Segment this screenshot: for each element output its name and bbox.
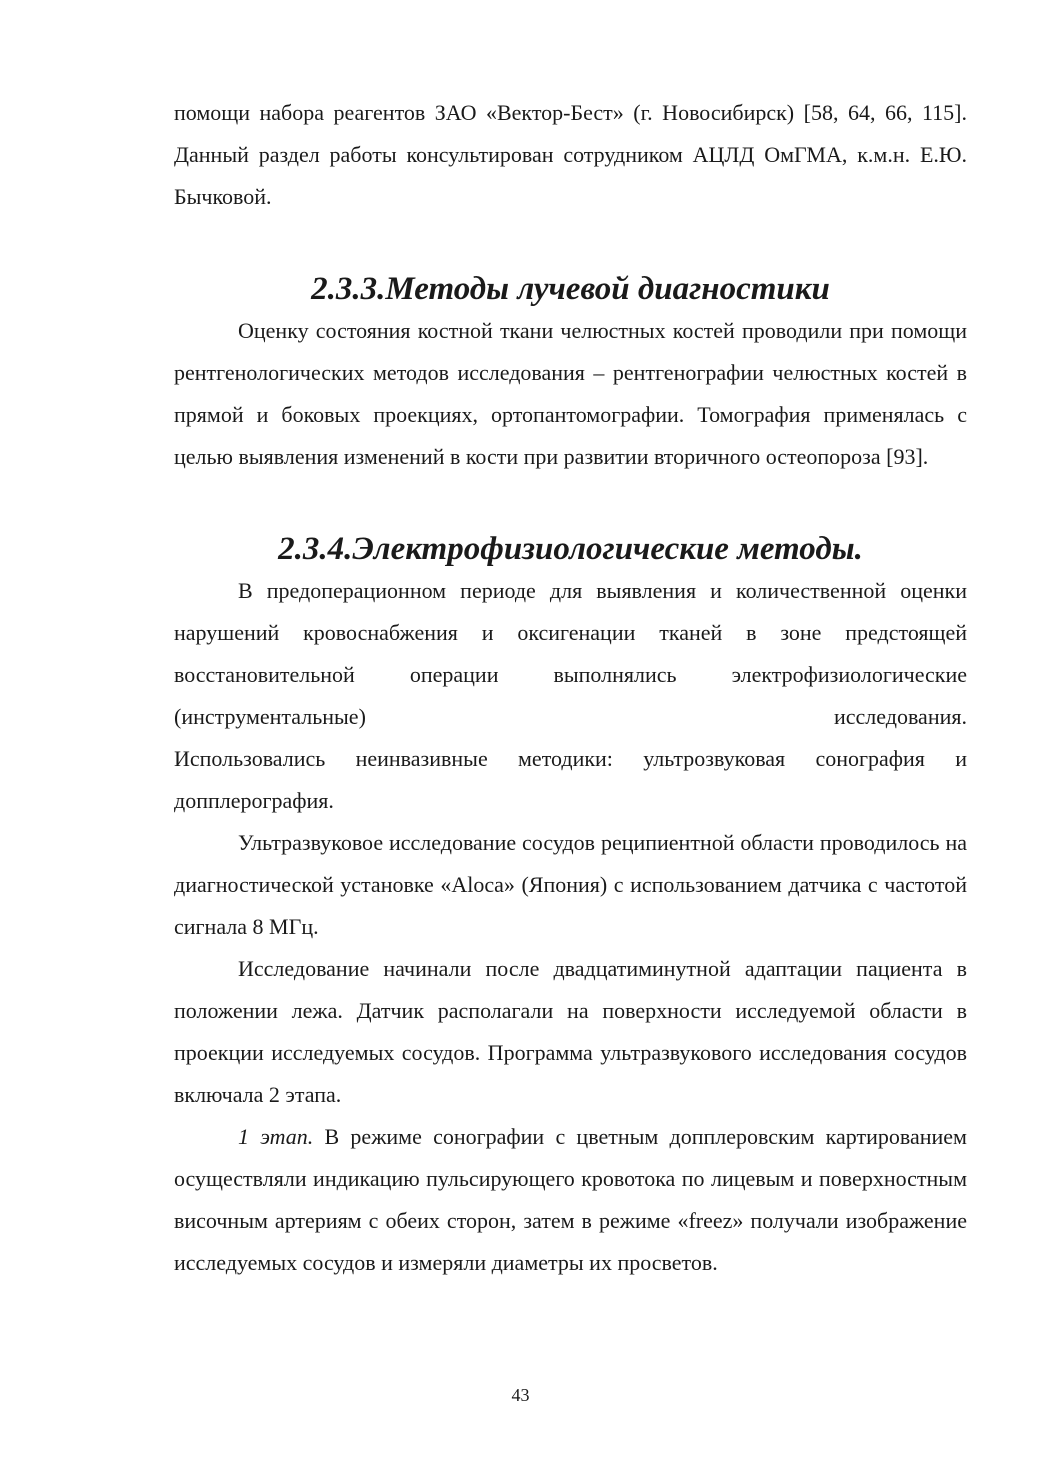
paragraph-radiology-methods: Оценку состояния костной ткани челюстных костей проводили при помощи рентгенологических методов исследования – рентгенографии челюстных костей в прямой и боковых проекциях, ортопантомографии. Томография применялась с целью выявления изменений в кости при развитии вторичного остеопороза [93]. <box>174 318 967 469</box>
page-number: 43 <box>511 1385 530 1405</box>
stage-1-label: 1 этап. <box>238 1124 314 1149</box>
paragraph-preoperative-b: Использовались неинвазивные методики: ультрозвуковая сонография и допплерография. <box>174 746 967 813</box>
paragraph-ultrasound: Ультразвуковое исследование сосудов реципиентной области проводилось на диагностической установке «Aloca» (Япония) с использованием датчика с частотой сигнала 8 МГц. <box>174 830 967 939</box>
paragraph-stage-1 <box>174 1116 967 1284</box>
document-page <box>174 92 967 1284</box>
paragraph-preoperative-a: В предоперационном периоде для выявления и количественной оценки нарушений кровоснабжения и оксигенации тканей в зоне предстоящей восстановительной операции выполнялись электрофизиологические (инструментальные) исследования. <box>174 578 967 729</box>
section-heading-2-3-4: 2.3.4.Электрофизиологические методы. <box>278 531 863 567</box>
paragraph-intro: помощи набора реагентов ЗАО «Вектор-Бест» (г. Новосибирск) [58, 64, 66, 115]. Данный раздел работы консультирован сотрудником АЦЛД ОмГМА, к.м.н. Е.Ю. Бычковой. <box>174 100 967 209</box>
stage-1-text: В режиме сонографии с цветным допплеровским картированием осуществляли индикацию пульсирующего кровотока по лицевым и поверхностным височным артериям с обеих сторон, затем в режиме «freez» получали изображение исследуемых сосудов и измеряли диаметры их просветов. <box>174 1124 967 1275</box>
paragraph-procedure: Исследование начинали после двадцатиминутной адаптации пациента в положении лежа. Датчик располагали на поверхности исследуемой области в проекции исследуемых сосудов. Программа ультразвукового исследования сосудов включала 2 этапа. <box>174 956 967 1107</box>
section-heading-2-3-3: 2.3.3.Методы лучевой диагностики <box>311 271 830 307</box>
